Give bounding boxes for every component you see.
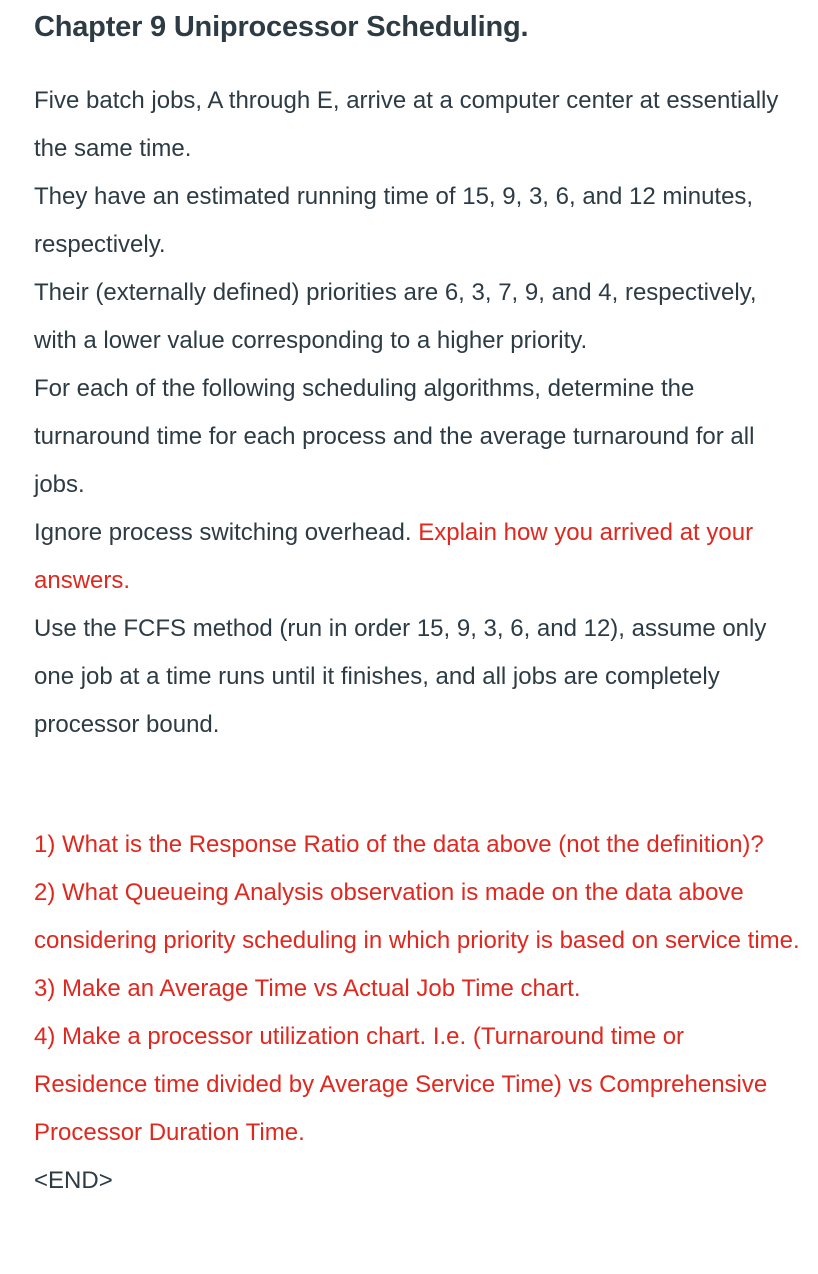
- question-2: 2) What Queueing Analysis observation is made on the data above considering priority scheduling in which priority is based on service time.: [34, 879, 800, 954]
- question-list: [34, 821, 804, 1205]
- problem-line-fcfs: Use the FCFS method (run in order 15, 9, 3, 6, and 12), assume only one job at a time runs until it finishes, and all jobs are completely processor bound.: [34, 615, 767, 738]
- problem-line-instructions: For each of the following scheduling algorithms, determine the turnaround time for each process and the average turnaround for all jobs.: [34, 375, 755, 498]
- problem-line-jobs: Five batch jobs, A through E, arrive at a computer center at essentially the same time.: [34, 87, 779, 162]
- problem-statement: [34, 77, 804, 749]
- question-3: 3) Make an Average Time vs Actual Job Time chart.: [34, 975, 581, 1002]
- problem-line-running-time: They have an estimated running time of 15, 9, 3, 6, and 12 minutes, respectively.: [34, 183, 754, 258]
- problem-line-overhead: [34, 509, 804, 605]
- overhead-text: Ignore process switching overhead.: [34, 519, 419, 546]
- question-1: 1) What is the Response Ratio of the data above (not the definition)?: [34, 831, 764, 858]
- explain-highlight: Explain how you arrived at your answers.: [34, 519, 754, 594]
- question-4: 4) Make a processor utilization chart. I.e. (Turnaround time or Residence time divided by Average Service Time) vs Comprehensive Processor Duration Time.: [34, 1023, 768, 1146]
- end-marker: <END>: [34, 1167, 113, 1194]
- page-title: Chapter 9 Uniprocessor Scheduling.: [34, 11, 529, 43]
- problem-line-priorities: Their (externally defined) priorities are 6, 3, 7, 9, and 4, respectively, with a lower value corresponding to a higher priority.: [34, 279, 757, 354]
